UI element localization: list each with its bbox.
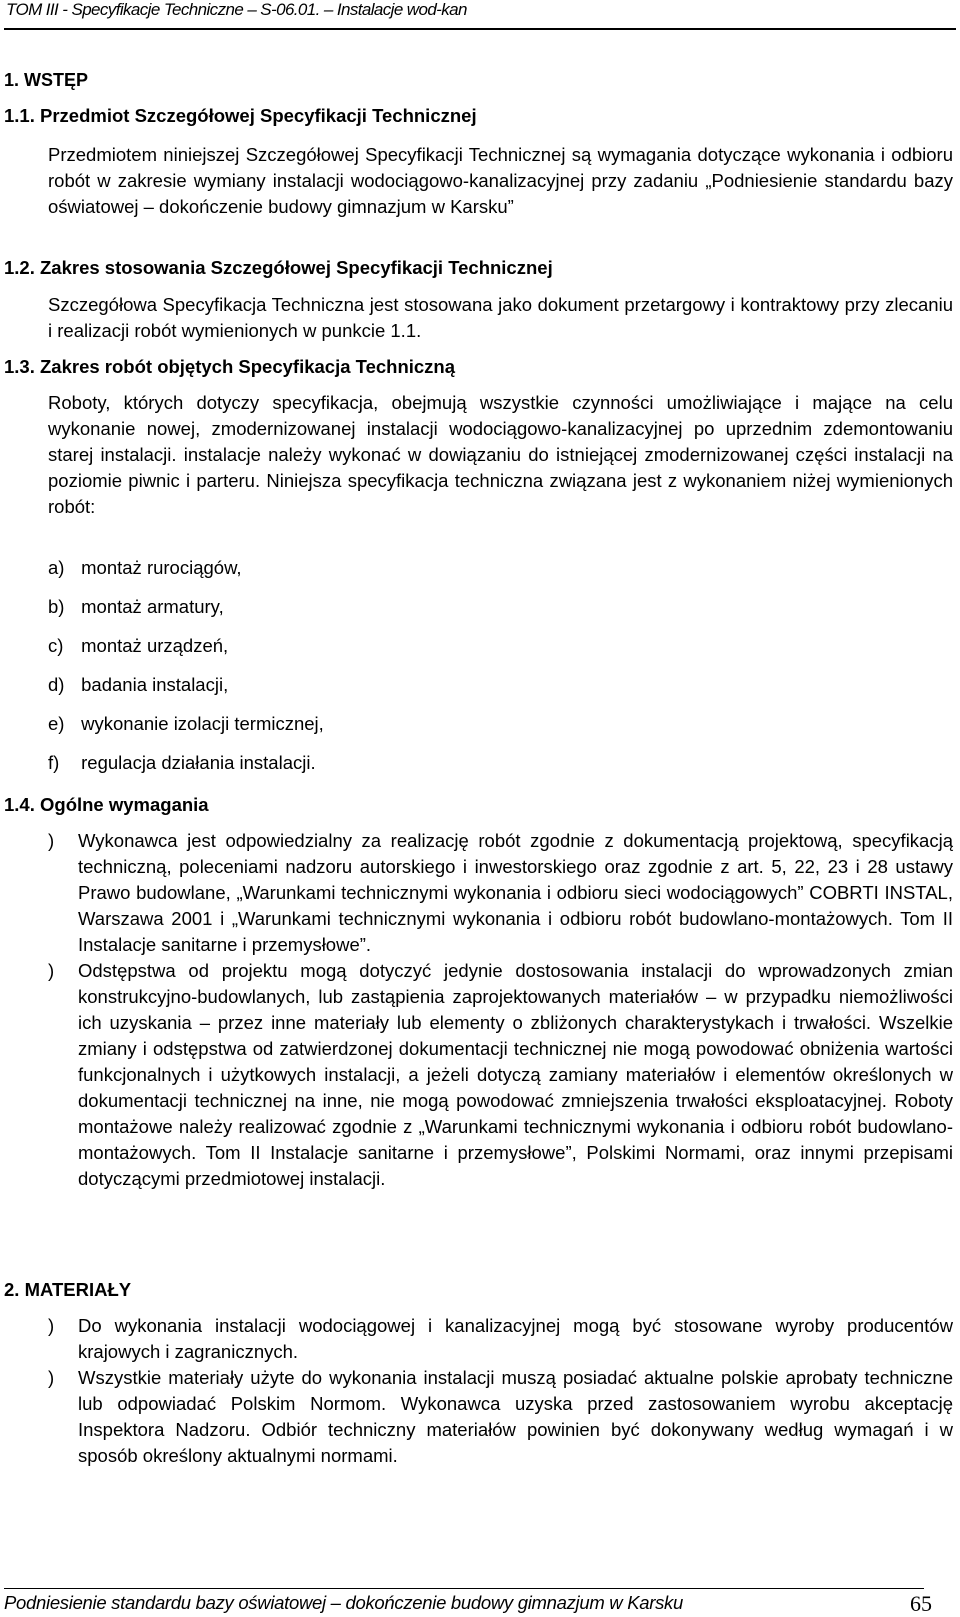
section-1-3-heading: 1.3. Zakres robót objętych Specyfikacja Techniczną (4, 356, 456, 377)
list-item: ) Wszystkie materiały użyte do wykonania instalacji muszą posiadać aktualne polskie aprobaty techniczne lub odpowiadać Polskim Normom. Wykonawca uzyska przed zastosowaniem wyrobu akceptację Inspektora Nadzoru. Odbiór techniczny materiałów powinien być dokonywany według wymagań i w sposób określony aktualnymi normami. (48, 1367, 953, 1466)
list-item: b) montaż armatury, (48, 596, 224, 617)
list-item: ) Do wykonania instalacji wodociągowej i kanalizacyjnej mogą być stosowane wyroby producentów krajowych i zagranicznych. (48, 1315, 953, 1362)
footer-divider (4, 1588, 924, 1589)
section-1-2-heading: 1.2. Zakres stosowania Szczegółowej Specyfikacji Technicznej (4, 257, 553, 278)
running-header: TOM III - Specyfikacje Techniczne – S-06.01. – Instalacje wod-kan (6, 0, 467, 19)
running-footer: Podniesienie standardu bazy oświatowej – dokończenie budowy gimnazjum w Karsku (4, 1592, 683, 1613)
section-2-heading: 2. MATERIAŁY (4, 1279, 132, 1300)
general-requirements-list (48, 828, 953, 1192)
list-item: ) Wykonawca jest odpowiedzialny za realizację robót zgodnie z dokumentacją projektową, specyfikacją techniczną, poleceniami nadzoru autorskiego i inwestorskiego oraz zgodnie z art. 5, 22, 23 i 28 ustawy Prawo budowlane, „Warunkami technicznymi wykonania i odbioru sieci wodociągowych” COBRTI INSTAL, Warszawa 2001 i „Warunkami technicznymi wykonania i odbioru robót budowlano-montażowych. Tom II Instalacje sanitarne i przemysłowe”. (48, 830, 953, 955)
list-item: c) montaż urządzeń, (48, 635, 229, 656)
section-1-1-body: Przedmiotem niniejszej Szczegółowej Specyfikacji Technicznej są wymagania dotyczące wykonania i odbioru robót w zakresie wymiany instalacji wodociągowo-kanalizacyjnej przy zadaniu „Podniesienie standardu bazy oświatowej – dokończenie budowy gimnazjum w Karsku” (48, 144, 953, 217)
materials-list (48, 1313, 953, 1469)
header-divider (4, 28, 956, 30)
page-number: 65 (910, 1591, 932, 1616)
section-1-heading: 1. WSTĘP (4, 70, 89, 90)
section-1-4-heading: 1.4. Ogólne wymagania (4, 794, 209, 815)
bullet-mark: ) (48, 1315, 55, 1336)
bullet-mark: ) (48, 960, 55, 981)
section-1-2-body: Szczegółowa Specyfikacja Techniczna jest stosowana jako dokument przetargowy i kontraktowy przy zlecaniu i realizacji robót wymienionych w punkcie 1.1. (48, 294, 953, 341)
list-item: ) Odstępstwa od projektu mogą dotyczyć jedynie dostosowania instalacji do wprowadzonych zmian konstrukcyjno-budowlanych, lub zastąpienia zaprojektowanych materiałów – w przypadku niemożliwości ich uzyskania – przez inne materiały lub elementy o zbliżonych charakterystykach i trwałości. Wszelkie zmiany i odstępstwa od zatwierdzonej dokumentacji technicznej nie mogą powodować obniżenia wartości funkcjonalnych i użytkowych instalacji, a jeżeli dotyczą zamiany materiałów i elementów określonych w dokumentacji technicznej na inne, nie mogą powodować zmniejszenia trwałości eksploatacyjnej. Roboty montażowe należy realizować zgodnie z „Warunkami technicznymi wykonania i odbioru robót budowlano-montażowych. Tom II Instalacje sanitarne i przemysłowe”, Polskimi Normami, oraz innymi przepisami dotyczącymi przedmiotowej instalacji. (48, 960, 953, 1189)
list-item: a) montaż rurociągów, (48, 557, 242, 578)
list-item: e) wykonanie izolacji termicznej, (48, 713, 324, 734)
list-item: d) badania instalacji, (48, 674, 229, 695)
bullet-mark: ) (48, 830, 55, 851)
section-1-1-heading: 1.1. Przedmiot Szczegółowej Specyfikacji Technicznej (4, 105, 477, 126)
list-item: f) regulacja działania instalacji. (48, 752, 316, 773)
works-list (48, 555, 324, 789)
section-1-3-body: Roboty, których dotyczy specyfikacja, obejmują wszystkie czynności umożliwiające i mające na celu wykonanie nowej, zmodernizowanej instalacji wodociągowo-kanalizacyjnej po uprzednim zdemontowaniu starej instalacji. instalacje należy wykonać w dowiązaniu do istniejącej zmodernizowanej części instalacji na poziomie piwnic i parteru. Niniejsza specyfikacja techniczna związana jest z wykonaniem niżej wymienionych robót: (48, 392, 953, 517)
bullet-mark: ) (48, 1367, 55, 1388)
